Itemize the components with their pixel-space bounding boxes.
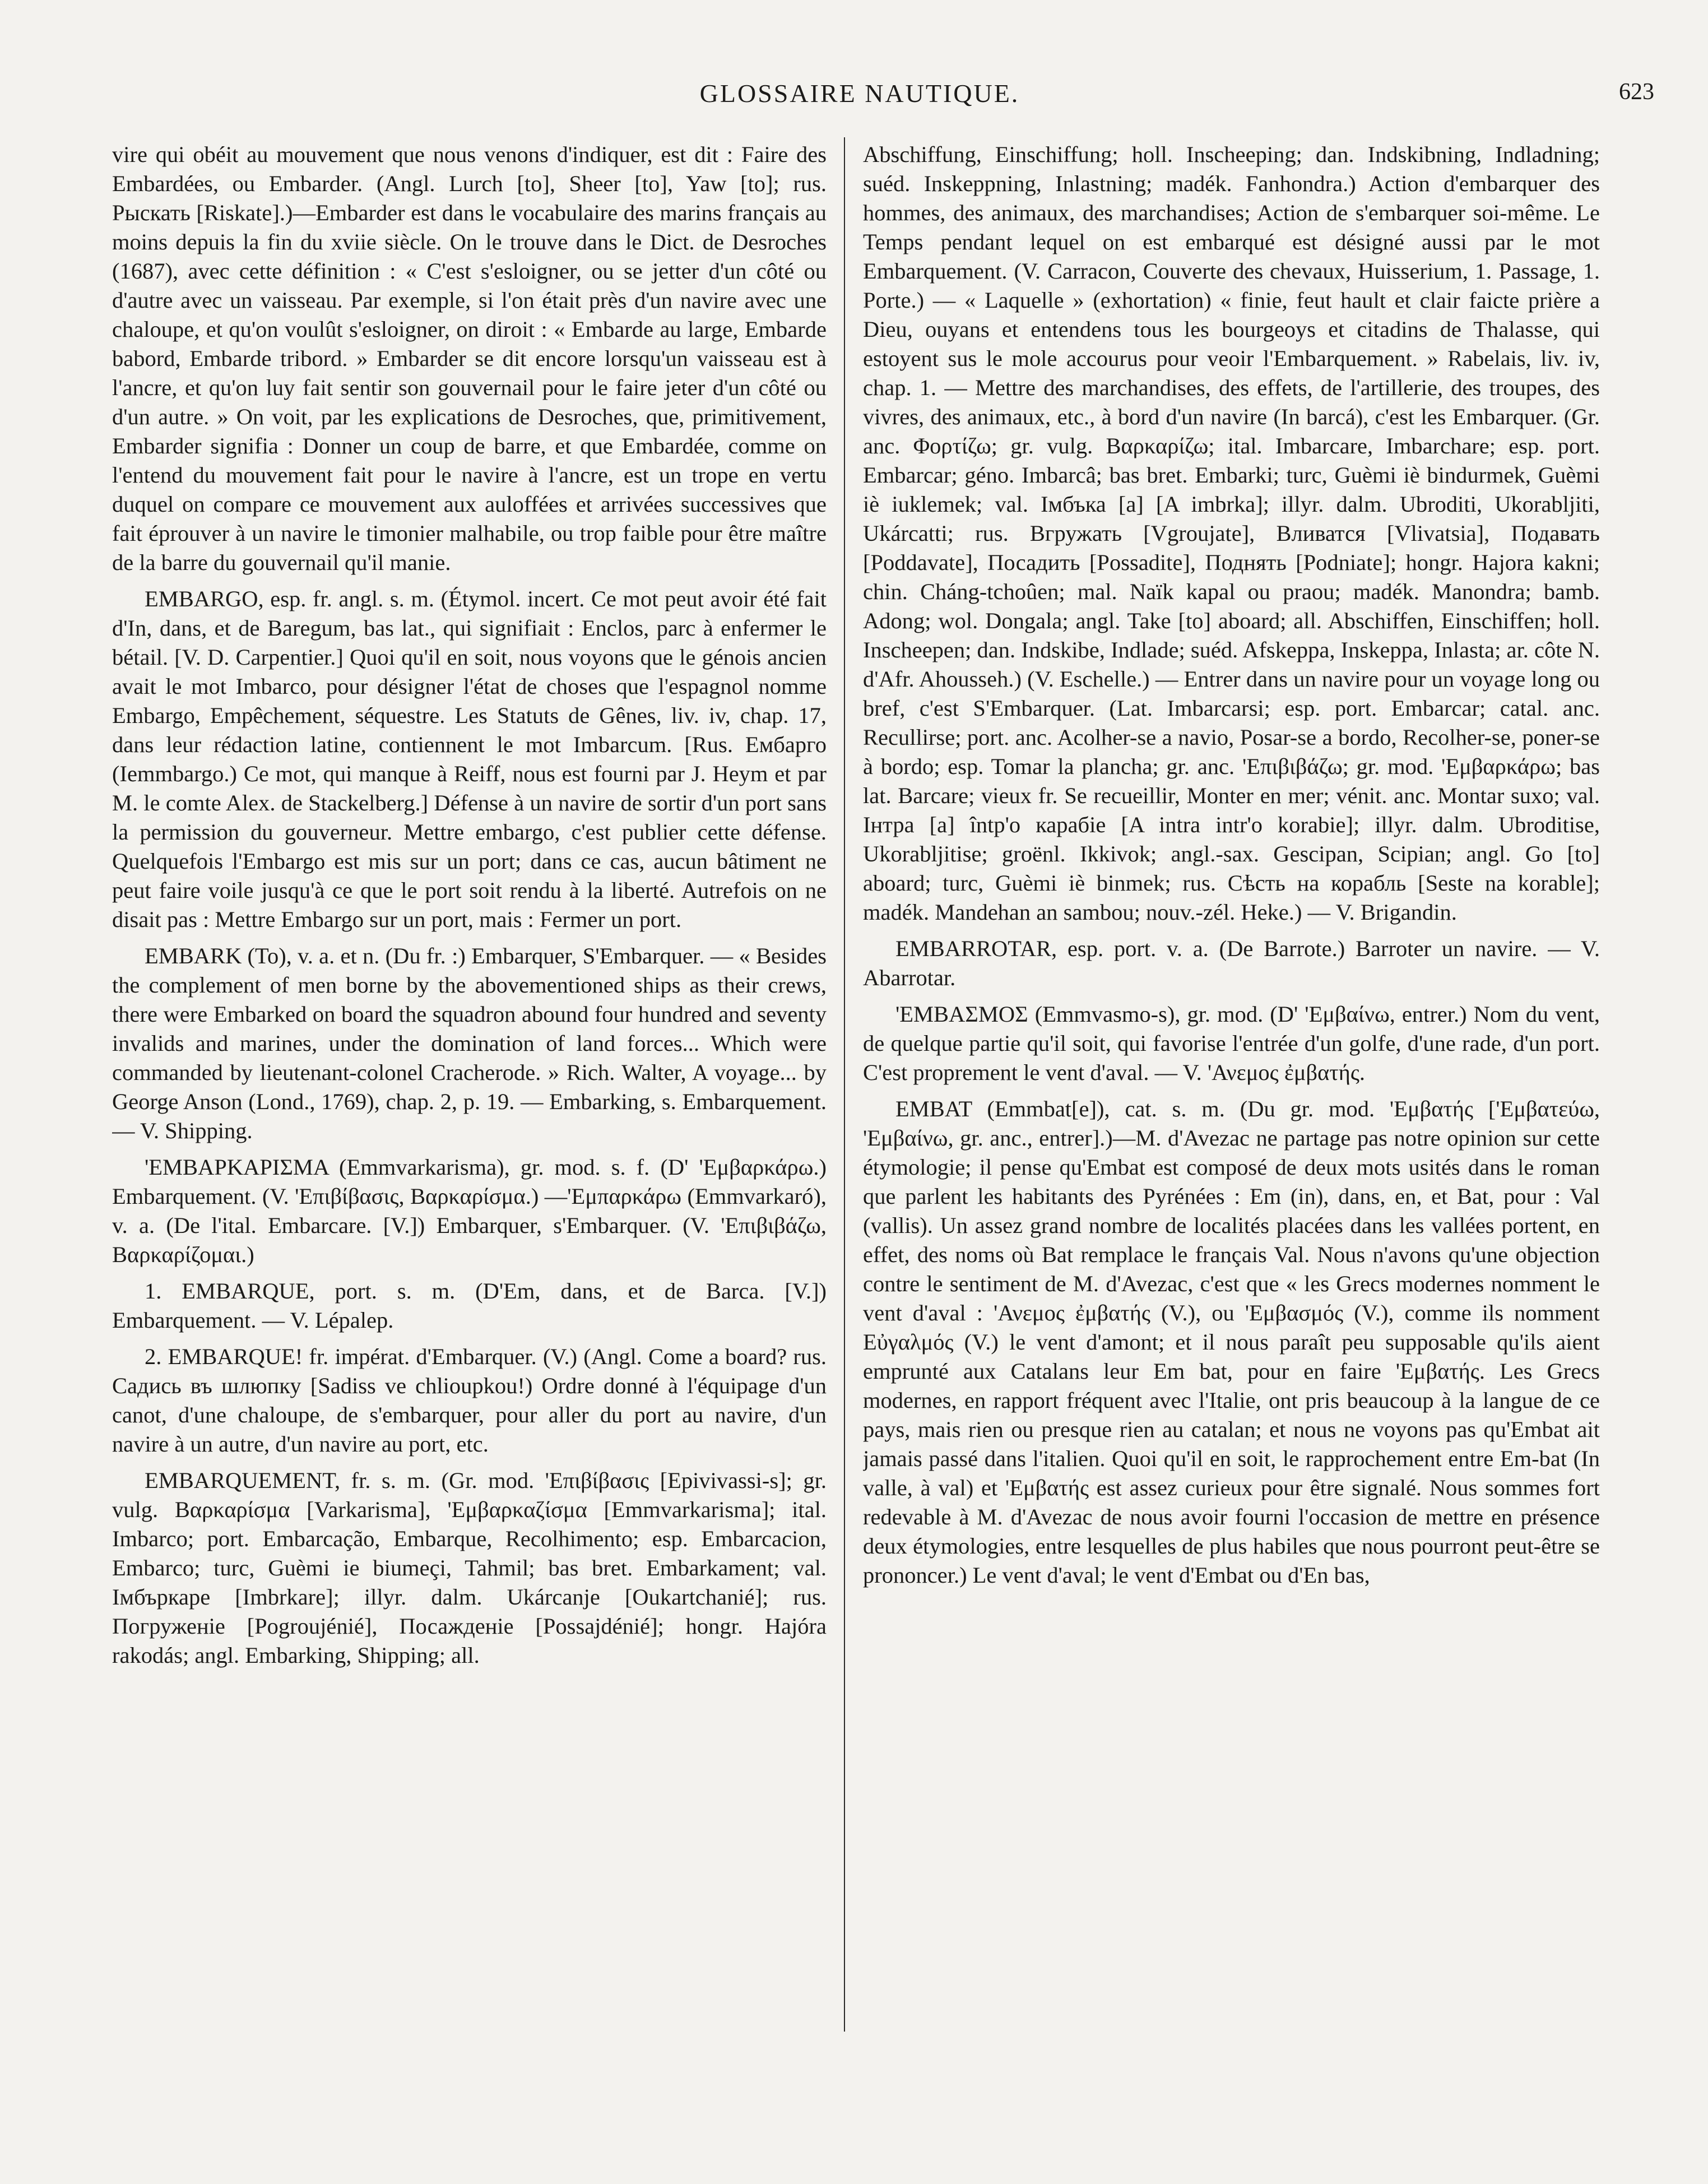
left-column	[112, 140, 827, 2029]
entry-embarquement: EMBARQUEMENT, fr. s. m. (Gr. mod. 'Επιβίβασις [Epivivassi-s]; gr. vulg. Βαρκαρίσμα [Varkarisma], 'Εμβαρκαζίσμα [Emmvarkarisma]; ital. Imbarco; port. Embarcação, Embarque, Recolhimento; esp. Embarcacion, Embarco; turc, Guèmi ie biumeçi, Tahmil; bas bret. Embarkament; val. Імбъркаре [Imbrkare]; illyr. dalm. Ukárcanje [Oukartchanié]; rus. Погруженіе [Pogroujénié], Посажденіе [Possajdénié]; hongr. Hajóra rakodás; angl. Embarking, Shipping; all.	[112, 1468, 827, 1668]
page-number: 623	[1619, 79, 1654, 105]
entry-embargo: EMBARGO, esp. fr. angl. s. m. (Étymol. incert. Ce mot peut avoir été fait d'In, dans, et de Baregum, bas lat., qui signifiait : Enclos, parc à enfermer le bétail. [V. D. Carpentier.] Quoi qu'il en soit, nous voyons que le génois ancien avait le mot Imbarco, pour désigner l'état de choses que l'espagnol nomme Embargo, Empêchement, séquestre. Les Statuts de Gênes, liv. iv, chap. 17, dans leur rédaction latine, contiennent le mot Imbarcum. [Rus. Ембарго (Iemmbargo.) Ce mot, qui manque à Reiff, nous est fourni par J. Heym et par M. le comte Alex. de Stackelberg.] Défense à un navire de sortir d'un port sans la permission du gouverneur. Mettre embargo, c'est publier cette défense. Quelquefois l'Embargo est mis sur un port; dans ce cas, aucun bâtiment ne peut faire voile jusqu'à ce que le port soit rendu à la liberté. Autrefois on ne disait pas : Mettre Embargo sur un port, mais : Fermer un port.	[112, 586, 827, 932]
page-header	[0, 78, 1708, 123]
entry-embarrotar: EMBARROTAR, esp. port. v. a. (De Barrote.) Barroter un navire. — V. Abarrotar.	[863, 936, 1600, 990]
paragraph: Abschiffung, Einschiffung; holl. Inscheeping; dan. Indskibning, Indladning; suéd. Inskeppning, Inlastning; madék. Fanhondra.) Action d'embarquer des hommes, des animaux, des marchandises; Action de s'embarquer soi-même. Le Temps pendant lequel on est embarqué est désigné aussi par le mot Embarquement. (V. Carracon, Couverte des chevaux, Huisserium, 1. Passage, 1. Porte.) — « Laquelle » (exhortation) « finie, feut hault et clair faicte prière a Dieu, ouyans et entendens tous les bourgeoys et citadins de Thalasse, qui estoyent sus le mole accourus pour veoir l'Embarquement. » Rabelais, liv. iv, chap. 1. — Mettre des marchandises, des effets, de l'artillerie, des troupes, des vivres, des animaux, etc., à bord d'un navire (In barcá), c'est les Embarquer. (Gr. anc. Φορτίζω; gr. vulg. Βαρκαρίζω; ital. Imbarcare, Imbarchare; esp. port. Embarcar; géno. Imbarcâ; bas bret. Embarki; turc, Guèmi iè bindurmek, Guèmi iè iuklemek; val. Імбъка [a] [A imbrka]; illyr. dalm. Ubroditi, Ukorabljiti, Ukárcatti; rus. Вгружать [Vgroujate], Вливатся [Vlivatsia], Подавать [Poddavate], Посадить [Possadite], Поднять [Podniate]; hongr. Hajora kakni; chin. Cháng-tchoûen; mal. Naïk kapal ou praou; madék. Manondra; bamb. Adong; wol. Dongala; angl. Take [to] aboard; all. Abschiffen, Einschiffen; holl. Inscheepen; dan. Indskibe, Indlade; suéd. Afskeppa, Inskeppa, Inlasta; ar. côte N. d'Afr. Ahousseh.) (V. Eschelle.) — Entrer dans un navire pour un voyage long ou bref, c'est S'Embarquer. (Lat. Imbarcarsi; esp. port. Embarcar; catal. anc. Recullirse; port. anc. Acolher-se a navio, Posar-se a bordo, Recolher-se, poner-se à bordo; esp. Tomar la plancha; gr. anc. 'Επιβιβάζω; gr. mod. 'Εμβαρκάρω; bas lat. Barcare; vieux fr. Se recueillir, Monter en mer; vénit. anc. Montar suxo; val. Інтра [a] întp'o карабіе [A intra intr'o korabie]; illyr. dalm. Ubroditise, Ukorabljitise; groënl. Ikkivok; angl.-sax. Gescipan, Scipian; angl. Go [to] aboard; turc, Guèmi iè binmek; rus. Сѣсть на корабль [Seste na korable]; madék. Mandehan an sambou; nouv.-zél. Heke.) — V. Brigandin.	[863, 142, 1600, 925]
running-title: GLOSSAIRE NAUTIQUE.	[699, 79, 1020, 108]
entry-embasmos: 'ΕΜΒΑΣΜΟΣ (Emmvasmo-s), gr. mod. (D' 'Εμβαίνω, entrer.) Nom du vent, de quelque partie qu'il soit, qui favorise l'entrée d'un golfe, d'une rade, d'un port. C'est proprement le vent d'aval. — V. 'Ανεμος ἐμβατής.	[863, 1001, 1600, 1085]
paragraph: vire qui obéit au mouvement que nous venons d'indiquer, est dit : Faire des Embardées, ou Embarder. (Angl. Lurch [to], Sheer [to], Yaw [to]; rus. Рыскать [Riskate].)—Embarder est dans le vocabulaire des marins français au moins depuis la fin du xviie siècle. On le trouve dans le Dict. de Desroches (1687), avec cette définition : « C'est s'esloigner, ou se jetter d'un côté ou d'autre avec un vaisseau. Par exemple, si l'on était près d'un navire avec une chaloupe, et qu'on voulût s'esloigner, on diroit : « Embarde au large, Embarde babord, Embarde tribord. » Embarder se dit encore lorsqu'un vaisseau est à l'ancre, et qu'on luy fait sentir son gouvernail pour le faire jeter d'un côté ou d'un autre. » On voit, par les explications de Desroches, que, primitivement, Embarder signifia : Donner un coup de barre, et que Embardée, comme on l'entend du mouvement fait pour le navire à l'ancre, est un trope en vertu duquel on compare ce mouvement aux auloffées et arrivées successives que fait éprouver à un navire le timonier malhabile, ou trop faible pour être maître de la barre du gouvernail qu'il manie.	[112, 142, 827, 575]
right-column	[863, 140, 1600, 2029]
entry-embarkarisma: 'ΕΜΒΑΡΚΑΡΙΣΜΑ (Emmvarkarisma), gr. mod. s. f. (D' 'Εμβαρκάρω.) Embarquement. (V. 'Επιβίβασις, Βαρκαρίσμα.) —'Εμπαρκάρω (Emmvarkaró), v. a. (De l'ital. Embarcare. [V.]) Embarquer, s'Embarquer. (V. 'Επιβιβάζω, Βαρκαρίζομαι.)	[112, 1154, 827, 1267]
entry-embarque-1: 1. EMBARQUE, port. s. m. (D'Em, dans, et de Barca. [V.]) Embarquement. — V. Lépalep.	[112, 1278, 827, 1333]
entry-embat: EMBAT (Emmbat[e]), cat. s. m. (Du gr. mod. 'Εμβατής ['Εμβατεύω, 'Εμβαίνω, gr. anc., entrer].)—M. d'Avezac ne partage pas notre opinion sur cette étymologie; il pense qu'Embat est composé de deux mots usités dans le roman que parlent les habitants des Pyrénées : Em (in), dans, en, et Bat, pour : Val (vallis). Un assez grand nombre de localités placées dans les vallées portent, en effet, des noms où Bat remplace le français Val. Nous n'avons qu'une objection contre le sentiment de M. d'Avezac, c'est que « les Grecs modernes nomment le vent d'aval : 'Ανεμος ἐμβατής (V.), ou 'Εμβασμός (V.), comme ils nomment Εὐγαλμός (V.) le vent d'amont; et il nous paraît peu supposable qu'ils aient emprunté aux Catalans leur Em bat, pour en faire 'Εμβατής. Les Grecs modernes, en rapport fréquent avec l'Italie, ont pris beaucoup à la langue de ce pays, mais rien ou presque rien au catalan; et nous ne voyons pas qu'Embat ait jamais passé dans l'italien. Quoi qu'il en soit, le rapprochement entre Em-bat (In valle, à val) et 'Εμβατής est assez curieux pour être signalé. Nous sommes fort redevable à M. d'Avezac de nous avoir fourni l'occasion de mettre en présence deux étymologies, entre lesquelles de plus habiles que nous pourront peut-être se prononcer.) Le vent d'aval; le vent d'Embat ou d'En bas,	[863, 1096, 1600, 1588]
entry-embark: EMBARK (To), v. a. et n. (Du fr. :) Embarquer, S'Embarquer. — « Besides the complement of men borne by the abovementioned ships as their crews, there were Embarked on board the squadron abound four hundred and seventy invalids and marines, under the domination of land forces... Which were commanded by lieutenant-colonel Cracherode. » Rich. Walter, A voyage... by George Anson (Lond., 1769), chap. 2, p. 19. — Embarking, s. Embarquement. — V. Shipping.	[112, 943, 827, 1143]
column-divider	[844, 137, 845, 2032]
entry-embarque-2: 2. EMBARQUE! fr. impérat. d'Embarquer. (V.) (Angl. Come a board? rus. Садись въ шлюпку [Sadiss ve chlioupkou!) Ordre donné à l'équipage d'un canot, d'une chaloupe, de s'embarquer, pour aller du port au navire, d'un navire à un autre, d'un navire au port, etc.	[112, 1344, 827, 1457]
